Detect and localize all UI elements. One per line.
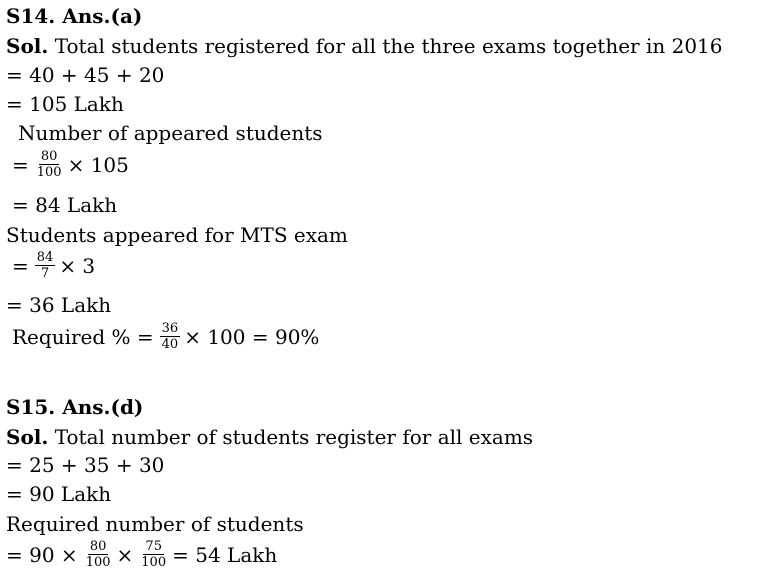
fraction: [35, 251, 56, 280]
s15-line-4: Required number of students: [6, 512, 304, 536]
s15-line-2: = 25 + 35 + 30: [6, 453, 165, 477]
expression-rest: = 54 Lakh: [172, 542, 278, 567]
s15-sol-label: Sol.: [6, 425, 49, 449]
s14-equation-1: [12, 150, 133, 179]
expression-pre: = 90 ×: [6, 542, 78, 567]
expression-rest: × 3: [59, 253, 96, 278]
s14-sol-text: Total students registered for all the three exams together in 2016: [48, 34, 723, 58]
fraction: [160, 322, 181, 351]
numerator: 80: [40, 149, 58, 164]
s15-equation-1: [6, 540, 281, 569]
fraction: [35, 150, 64, 179]
s14-sol-label: Sol.: [6, 34, 49, 58]
s14-line-6: = 84 Lakh: [12, 193, 118, 217]
expression-rest: × 100 = 90%: [184, 324, 320, 349]
expression-pre: Required % =: [12, 324, 154, 349]
denominator: 100: [85, 555, 111, 570]
s15-sol-text: Total number of students register for all exams: [48, 425, 534, 449]
denominator: 100: [36, 165, 62, 180]
s15-line-3: = 90 Lakh: [6, 482, 112, 506]
s14-line-9: = 36 Lakh: [6, 293, 112, 317]
s14-line-7: Students appeared for MTS exam: [6, 223, 348, 247]
s14-heading: S14. Ans.(a): [6, 4, 143, 28]
s15-solution-line-1: [6, 425, 533, 449]
s15-heading: S15. Ans.(d): [6, 395, 144, 419]
s14-equation-3: [12, 322, 323, 351]
s14-solution-line-1: [6, 34, 723, 58]
numerator: 75: [145, 539, 162, 554]
denominator: 40: [161, 337, 179, 352]
s14-line-3: = 105 Lakh: [6, 92, 124, 116]
s14-equation-2: [12, 251, 99, 280]
s14-line-2: = 40 + 45 + 20: [6, 63, 165, 87]
numerator: 36: [161, 321, 179, 336]
numerator: 80: [89, 539, 107, 554]
fraction: [139, 540, 168, 569]
numerator: 84: [36, 250, 54, 265]
equals-sign: =: [12, 152, 29, 177]
fraction: [84, 540, 113, 569]
s14-line-4: Number of appeared students: [18, 121, 323, 145]
denominator: 100: [141, 555, 167, 570]
times-sign: ×: [116, 542, 134, 567]
equals-sign: =: [12, 253, 29, 278]
expression-rest: × 105: [67, 152, 129, 177]
denominator: 7: [40, 266, 50, 281]
